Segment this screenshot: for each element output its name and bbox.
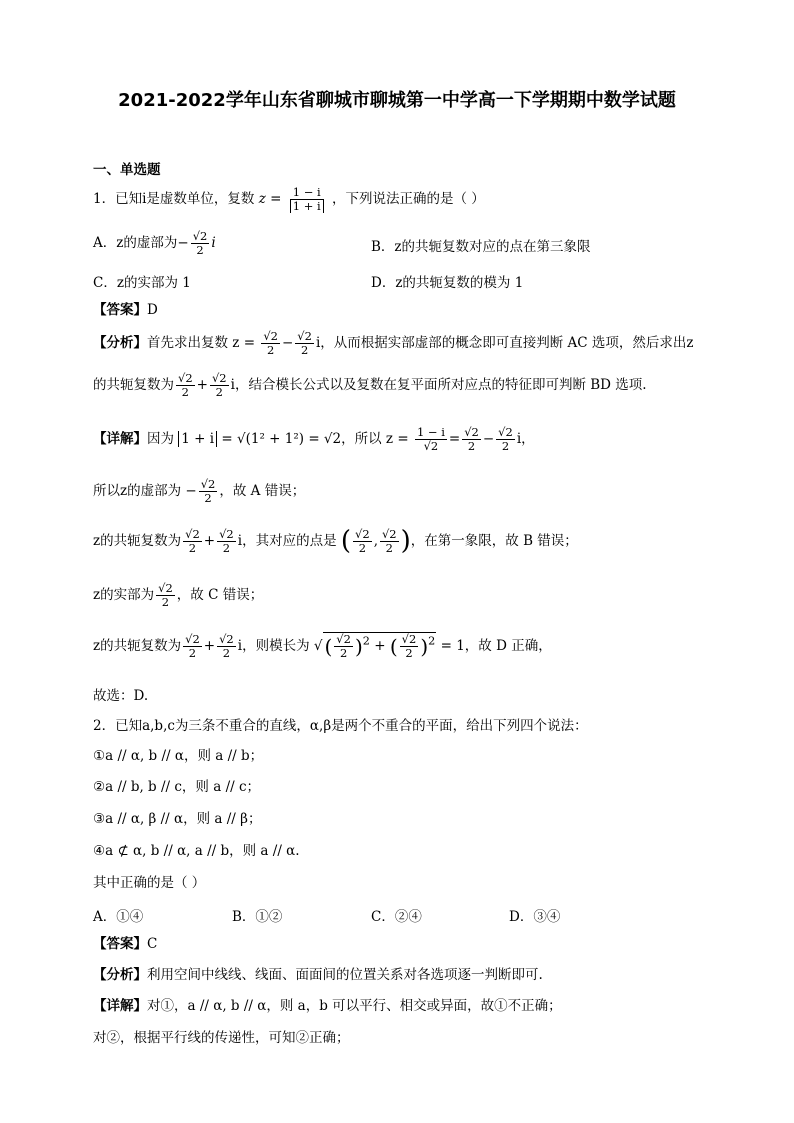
q1-detail-text-j: ，故 C 错误； — [176, 587, 264, 604]
q1-option-a-text: z的虚部为− — [116, 235, 189, 252]
q2-analysis-text: 利用空间中线线、线面、面面间的位置关系对各选项逐一判断即可. — [147, 967, 543, 983]
q1-option-a-num: √2 — [192, 229, 208, 243]
q1-option-b: B．z的共轭复数对应的点在第三象限 — [371, 239, 591, 255]
answer-tag: 【答案】 — [93, 936, 147, 952]
analysis-tag: 【分析】 — [93, 335, 147, 352]
q1-stem-text: 1．已知i是虚数单位，复数 — [93, 191, 255, 208]
q1-option-c: C．z的实部为 1 — [93, 275, 191, 291]
q1-detail-text-h: ，在第一象限，故 B 错误； — [410, 533, 578, 550]
q1-stem: 1．已知i是虚数单位，复数 z = $\frac{1 - i}{1 + i}$ ，下列说法正确的是（ ） — [93, 185, 485, 214]
q2-option-a: A．①④ — [93, 909, 144, 925]
q1-analysis-text-c: 的共轭复数为 — [93, 377, 174, 394]
q2-statement-1: ①a // α, b // α，则 a // b； — [93, 748, 264, 764]
q2-detail-1 — [93, 998, 562, 1014]
q1-analysis-line1: 【分析】首先求出复数 z = $\frac{√2}{2}$ − $\frac{√2}{2}$ i，从而根据实部虚部的概念即可直接判断 AC 选项，然后求出z — [93, 329, 694, 358]
q1-option-a-frac — [191, 230, 210, 257]
q1-detail-text-d: 所以z的虚部为 − — [93, 483, 197, 500]
q1-analysis-text-d: i，结合模长公式以及复数在复平面所对应点的特征即可判断 BD 选项. — [230, 377, 647, 394]
q2-option-d: D．③④ — [509, 909, 561, 925]
q2-detail-2: 对②，根据平行线的传递性，可知②正确； — [93, 1030, 350, 1046]
q1-detail-text-a: 因为 — [147, 431, 174, 448]
q1-detail-text-e: ，故 A 错误； — [219, 483, 306, 500]
q2-option-c: C．②④ — [371, 909, 422, 925]
q1-detail-line5: z的共轭复数为 $\frac{√2}{2}$ + $\frac{√2}{2}$ i，则模长为 √ ( $\frac{√2}{2}$ )$^2$ + ( $\frac{√2}{2}$ )$^2$ = 1，故 D 正确， — [93, 632, 552, 661]
detail-tag: 【详解】 — [93, 998, 147, 1014]
q2-statement-3: ③a // α, β // α，则 a // β； — [93, 811, 262, 827]
q1-answer — [93, 302, 158, 318]
q2-detail-text-1: 对①，a // α, b // α，则 a，b 可以平行、相交或异面，故①不正确； — [147, 998, 562, 1014]
q1-detail-line4: z的实部为 $\frac{√2}{2}$ ，故 C 错误； — [93, 581, 264, 610]
section-heading: 一、单选题 — [93, 162, 161, 178]
q2-question: 其中正确的是（ ） — [93, 875, 206, 891]
q1-analysis-text-b: i，从而根据实部虚部的概念即可直接判断 AC 选项，然后求出z — [315, 335, 694, 352]
q2-analysis — [93, 967, 543, 983]
q1-choose: 故选：D. — [93, 688, 149, 704]
q1-detail-text-c: i， — [516, 431, 535, 448]
q1-detail-text-i: z的实部为 — [93, 587, 155, 604]
q1-detail-text-k: z的共轭复数为 — [93, 638, 182, 655]
q2-statement-4: ④a ⊄ α, b // α, a // b，则 a // α. — [93, 843, 300, 859]
q1-fraction — [288, 186, 326, 213]
q1-detail-line2: 所以z的虚部为 − $\frac{√2}{2}$ ，故 A 错误； — [93, 477, 306, 506]
page-title: 2021-2022学年山东省聊城市聊城第一中学高一下学期期中数学试题 — [118, 90, 676, 111]
q2-answer — [93, 936, 157, 952]
q1-option-a-label: A． — [93, 235, 117, 252]
q2-answer-value: C — [147, 936, 158, 952]
q2-option-b: B．①② — [232, 909, 283, 925]
q1-analysis-line2: 的共轭复数为 $\frac{√2}{2}$ + $\frac{√2}{2}$ i，结合模长公式以及复数在复平面所对应点的特征即可判断 BD 选项. — [93, 371, 647, 400]
q1-detail-text-m: = 1，故 D 正确， — [440, 638, 552, 655]
q1-detail-line1: 【详解】因为 1 + i = √(1² + 1²) = √2，所以 z = $\frac{1 - i}{√2}$ = $\frac{√2}{2}$ − $\frac{√2}{2}$ i， — [93, 425, 535, 454]
answer-tag: 【答案】 — [93, 302, 147, 318]
detail-tag: 【详解】 — [93, 431, 147, 448]
q1-detail-text-l: i，则模长为 — [237, 638, 310, 655]
q2-statement-2: ②a // b, b // c，则 a // c； — [93, 779, 261, 795]
q1-answer-value: D — [147, 302, 158, 318]
q1-detail-text-g: i，其对应的点是 — [237, 533, 337, 550]
q1-option-a-den: 2 — [196, 243, 204, 258]
q1-option-a-tail: i — [211, 235, 216, 252]
q1-stem-text-end: ，下列说法正确的是（ ） — [332, 191, 485, 208]
q1-option-d: D．z的共轭复数的模为 1 — [371, 275, 524, 291]
q2-stem: 2．已知a,b,c为三条不重合的直线，α,β是两个不重合的平面，给出下列四个说法： — [93, 718, 588, 734]
q1-analysis-text-a: 首先求出复数 z = — [147, 335, 256, 352]
q1-frac-numerator: 1 − i — [292, 185, 321, 199]
analysis-tag: 【分析】 — [93, 967, 147, 983]
q1-option-a — [93, 230, 216, 257]
q1-detail-text-f: z的共轭复数为 — [93, 533, 182, 550]
q1-detail-text-b: = √(1² + 1²) = √2，所以 z = — [221, 431, 409, 448]
q1-detail-line3: z的共轭复数为 $\frac{√2}{2}$ + $\frac{√2}{2}$ i，其对应的点是 ( $\frac{√2}{2}$ , $\frac{√2}{2}$ )，在第一象限，故 B 错误； — [93, 526, 578, 556]
q1-frac-denominator: 1 + i — [290, 199, 324, 213]
